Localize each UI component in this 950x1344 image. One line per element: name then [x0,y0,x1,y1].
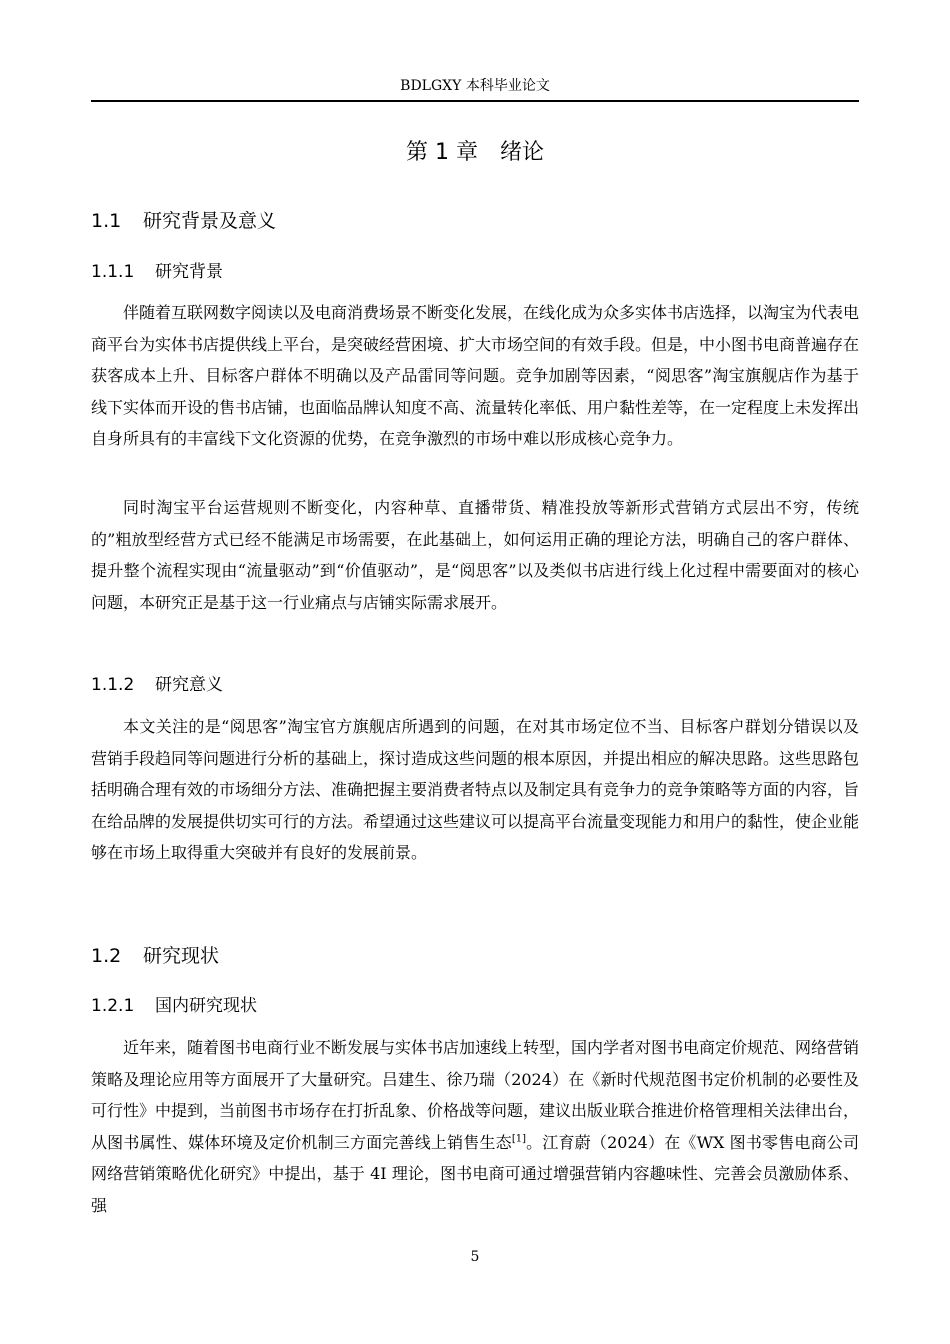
paragraph [91,1032,859,1222]
section-number: 1.1 [91,210,122,232]
paragraph-text: 。江育蔚（2024）在《WX 图书零售电商公司网络营销策略优化研究》中提出，基于 4I 理论，图书电商可通过增强营销内容趣味性、完善会员激励体系、强 [91,1132,859,1215]
section-number: 1.1.2 [91,675,135,695]
chapter-name: 绪论 [499,140,544,165]
section-title: 研究意义 [155,675,223,695]
paragraph: 伴随着互联网数字阅读以及电商消费场景不断变化发展，在线化成为众多实体书店选择，以淘宝为代表电商平台为实体书店提供线上平台，是突破经营困境、扩大市场空间的有效手段。但是，中小图书电商普遍存在获客成本上升、目标客户群体不明确以及产品雷同等问题。竞争加剧等因素，“阅思客”淘宝旗舰店作为基于线下实体而开设的售书店铺，也面临品牌认知度不高、流量转化率低、用户黏性差等，在一定程度上未发挥出自身所具有的丰富线下文化资源的优势，在竞争激烈的市场中难以形成核心竞争力。 [91,303,860,449]
section-title: 研究背景 [155,262,223,282]
paragraph: 本文关注的是“阅思客”淘宝官方旗舰店所遇到的问题，在对其市场定位不当、目标客户群划分错误以及营销手段趋同等问题进行分析的基础上，探讨造成这些问题的根本原因，并提出相应的解决思路。这些思路包括明确合理有效的市场细分方法、准确把握主要消费者特点以及制定具有竞争力的竞争策略等方面的内容，旨在给品牌的发展提供切实可行的方法。希望通过这些建议可以提高平台流量变现能力和用户的黏性，使企业能够在市场上取得重大突破并有良好的发展前景。 [91,717,860,863]
section-heading-1-1-1 [91,260,223,284]
page-number: 5 [470,1249,480,1265]
section-title: 研究背景及意义 [143,210,277,232]
running-header: BDLGXY 本科毕业论文 [400,78,550,94]
paragraph-text: 近年来，随着图书电商行业不断发展与实体书店加速线上转型，国内学者对图书电商定价规范、网络营销策略及理论应用等方面展开了大量研究。吕建生、徐乃瑞（2024）在《新时代规范图书定价机制的必要性及可行性》中提到，当前图书市场存在打折乱象、价格战等问题，建议出版业联合推进价格管理相关法律出台，从图书属性、媒体环境及定价机制三方面完善线上销售生态 [91,1038,860,1152]
section-title: 研究现状 [143,945,220,967]
section-number: 1.2.1 [91,996,135,1016]
citation-marker[interactable]: [1] [511,1133,526,1145]
section-number: 1.1.1 [91,262,135,282]
header-rule [91,100,859,102]
chapter-title [91,138,859,168]
chapter-number: 第 1 章 [406,140,478,165]
section-title: 国内研究现状 [155,996,257,1016]
section-heading-1-2 [91,943,219,969]
section-heading-1-1 [91,208,276,234]
section-heading-1-2-1 [91,994,257,1018]
section-heading-1-1-2 [91,673,223,697]
section-number: 1.2 [91,945,122,967]
paragraph: 同时淘宝平台运营规则不断变化，内容种草、直播带货、精准投放等新形式营销方式层出不穷，传统的”粗放型经营方式已经不能满足市场需要，在此基础上，如何运用正确的理论方法，明确自己的客户群体、提升整个流程实现由“流量驱动”到“价值驱动”，是“阅思客”以及类似书店进行线上化过程中需要面对的核心问题，本研究正是基于这一行业痛点与店铺实际需求展开。 [91,498,859,612]
